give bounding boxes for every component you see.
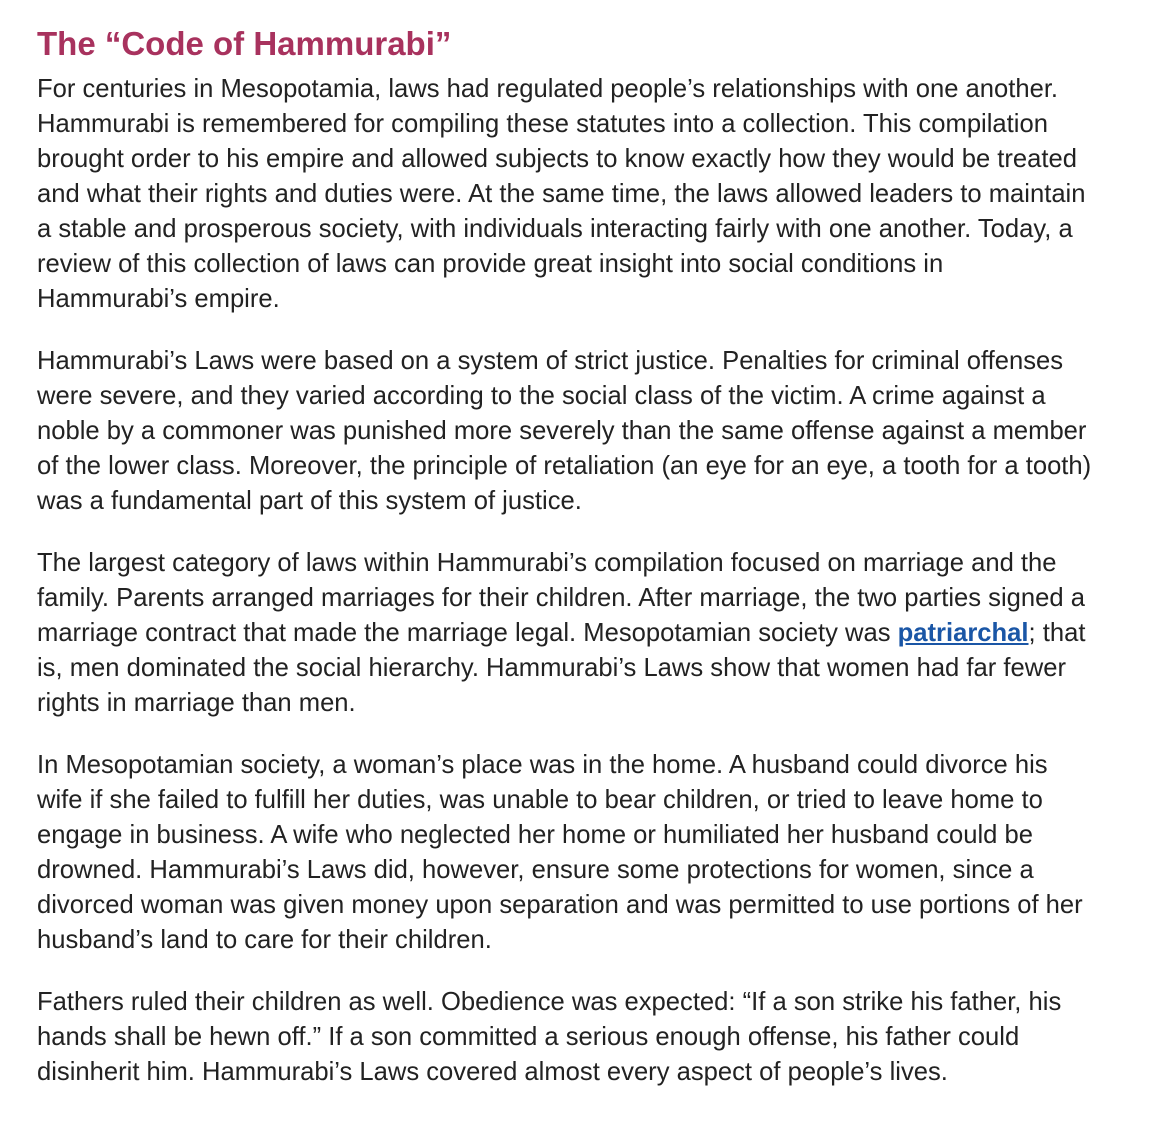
paragraph-5: Fathers ruled their children as well. Obedience was expected: “If a son strike his father, his hands shall be hewn off.” If a son committed a serious enough offense, his father could disinherit him. Hammurabi’s Laws covered almost every aspect of people’s lives. <box>37 988 1062 1086</box>
paragraph-4: In Mesopotamian society, a woman’s place was in the home. A husband could divorce his wife if she failed to fulfill her duties, was unable to bear children, or tried to leave home to engage in business. A wife who neglected her home or humiliated her husband could be drowned. Hammurabi’s Laws did, however, ensure some protections for women, since a divorced woman was given money upon separation and was permitted to use portions of her husband’s land to care for their children. <box>37 751 1083 954</box>
paragraph-1: For centuries in Mesopotamia, laws had regulated people’s relationships with one another. Hammurabi is remembered for compiling these statutes into a collection. This compilation brought order to his empire and allowed subjects to know exactly how they would be treated and what their rights and duties were. At the same time, the laws allowed leaders to maintain a stable and prosperous society, with individuals interacting fairly with one another. Today, a review of this collection of laws can provide great insight into social conditions in Hammurabi’s empire. <box>37 75 1086 313</box>
paragraph-3-text-after: ; that is, men dominated the social hierarchy. Hammurabi’s Laws show that women had far fewer rights in marriage than men. <box>37 619 1086 717</box>
paragraph-3 <box>37 546 1097 721</box>
paragraph-3-text-before: The largest category of laws within Hammurabi’s compilation focused on marriage and the family. Parents arranged marriages for their children. After marriage, the two parties signed a marriage contract that made the marriage legal. Mesopotamian society was <box>37 549 1085 647</box>
patriarchal-glossary-link[interactable]: patriarchal <box>897 619 1029 647</box>
paragraph-2: Hammurabi’s Laws were based on a system of strict justice. Penalties for criminal offenses were severe, and they varied according to the social class of the victim. A crime against a noble by a commoner was punished more severely than the same offense against a member of the lower class. Moreover, the principle of retaliation (an eye for an eye, a tooth for a tooth) was a fundamental part of this system of justice. <box>37 347 1092 515</box>
article <box>37 22 1097 1090</box>
article-title: The “Code of Hammurabi” <box>37 25 452 62</box>
